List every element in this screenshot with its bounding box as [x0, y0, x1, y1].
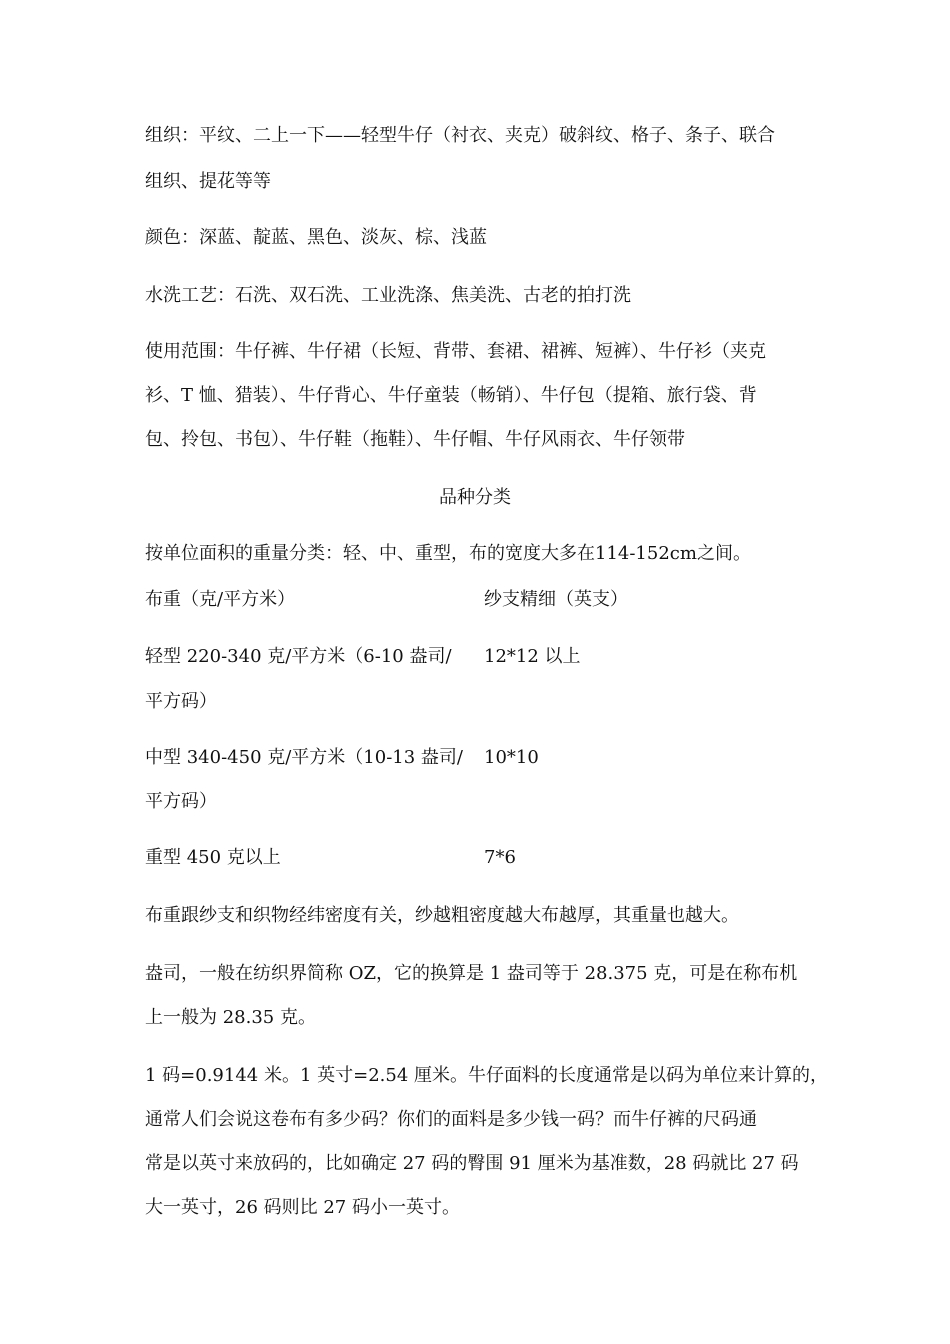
wash-paragraph: 水洗工艺：石洗、双石洗、工业洗涤、焦美洗、古老的拍打洗 [145, 285, 631, 306]
table-row-light-weight-line-1: 轻型 220-340 克/平方米（6-10 盎司/ [145, 646, 452, 667]
table-row-heavy-weight: 重型 450 克以上 [145, 847, 281, 868]
weight-note-paragraph: 布重跟纱支和织物经纬密度有关，纱越粗密度越大布越厚，其重量也越大。 [145, 905, 739, 926]
table-row-light-count: 12*12 以上 [484, 646, 581, 667]
table-header-count: 纱支精细（英支） [484, 589, 628, 610]
classification-intro: 按单位面积的重量分类：轻、中、重型，布的宽度大多在114-152cm之间。 [145, 543, 751, 564]
ounce-paragraph-line-1: 盎司，一般在纺织界简称 OZ，它的换算是 1 盎司等于 28.375 克，可是在称布机 [145, 963, 798, 984]
usage-paragraph-line-2: 衫、T 恤、猎装）、牛仔背心、牛仔童装（畅销）、牛仔包（提箱、旅行袋、背 [145, 385, 757, 406]
ounce-paragraph-line-2: 上一般为 28.35 克。 [145, 1007, 316, 1028]
table-row-medium-weight-line-2: 平方码） [145, 791, 217, 812]
table-row-light-weight-line-2: 平方码） [145, 691, 217, 712]
table-header-weight: 布重（克/平方米） [145, 589, 296, 610]
yard-paragraph-line-1: 1 码=0.9144 米。1 英寸=2.54 厘米。牛仔面料的长度通常是以码为单位来计算的， [145, 1065, 829, 1086]
yard-paragraph-line-2: 通常人们会说这卷布有多少码？你们的面料是多少钱一码？而牛仔裤的尺码通 [145, 1109, 757, 1130]
yard-paragraph-line-3: 常是以英寸来放码的，比如确定 27 码的臀围 91 厘米为基准数，28 码就比 27 码 [145, 1153, 799, 1174]
weave-paragraph-line-1: 组织：平纹、二上一下——轻型牛仔（衬衣、夹克）破斜纹、格子、条子、联合 [145, 125, 775, 146]
yard-paragraph-line-4: 大一英寸，26 码则比 27 码小一英寸。 [145, 1197, 460, 1218]
weave-paragraph-line-2: 组织、提花等等 [145, 171, 271, 192]
usage-paragraph-line-3: 包、拎包、书包）、牛仔鞋（拖鞋）、牛仔帽、牛仔风雨衣、牛仔领带 [145, 429, 685, 450]
table-row-heavy-count: 7*6 [484, 847, 516, 868]
usage-paragraph-line-1: 使用范围：牛仔裤、牛仔裙（长短、背带、套裙、裙裤、短裤）、牛仔衫（夹克 [145, 341, 766, 362]
table-row-medium-weight-line-1: 中型 340-450 克/平方米（10-13 盎司/ [145, 747, 463, 768]
section-title: 品种分类 [439, 487, 511, 508]
color-paragraph: 颜色：深蓝、靛蓝、黑色、淡灰、棕、浅蓝 [145, 227, 487, 248]
table-row-medium-count: 10*10 [484, 747, 539, 768]
